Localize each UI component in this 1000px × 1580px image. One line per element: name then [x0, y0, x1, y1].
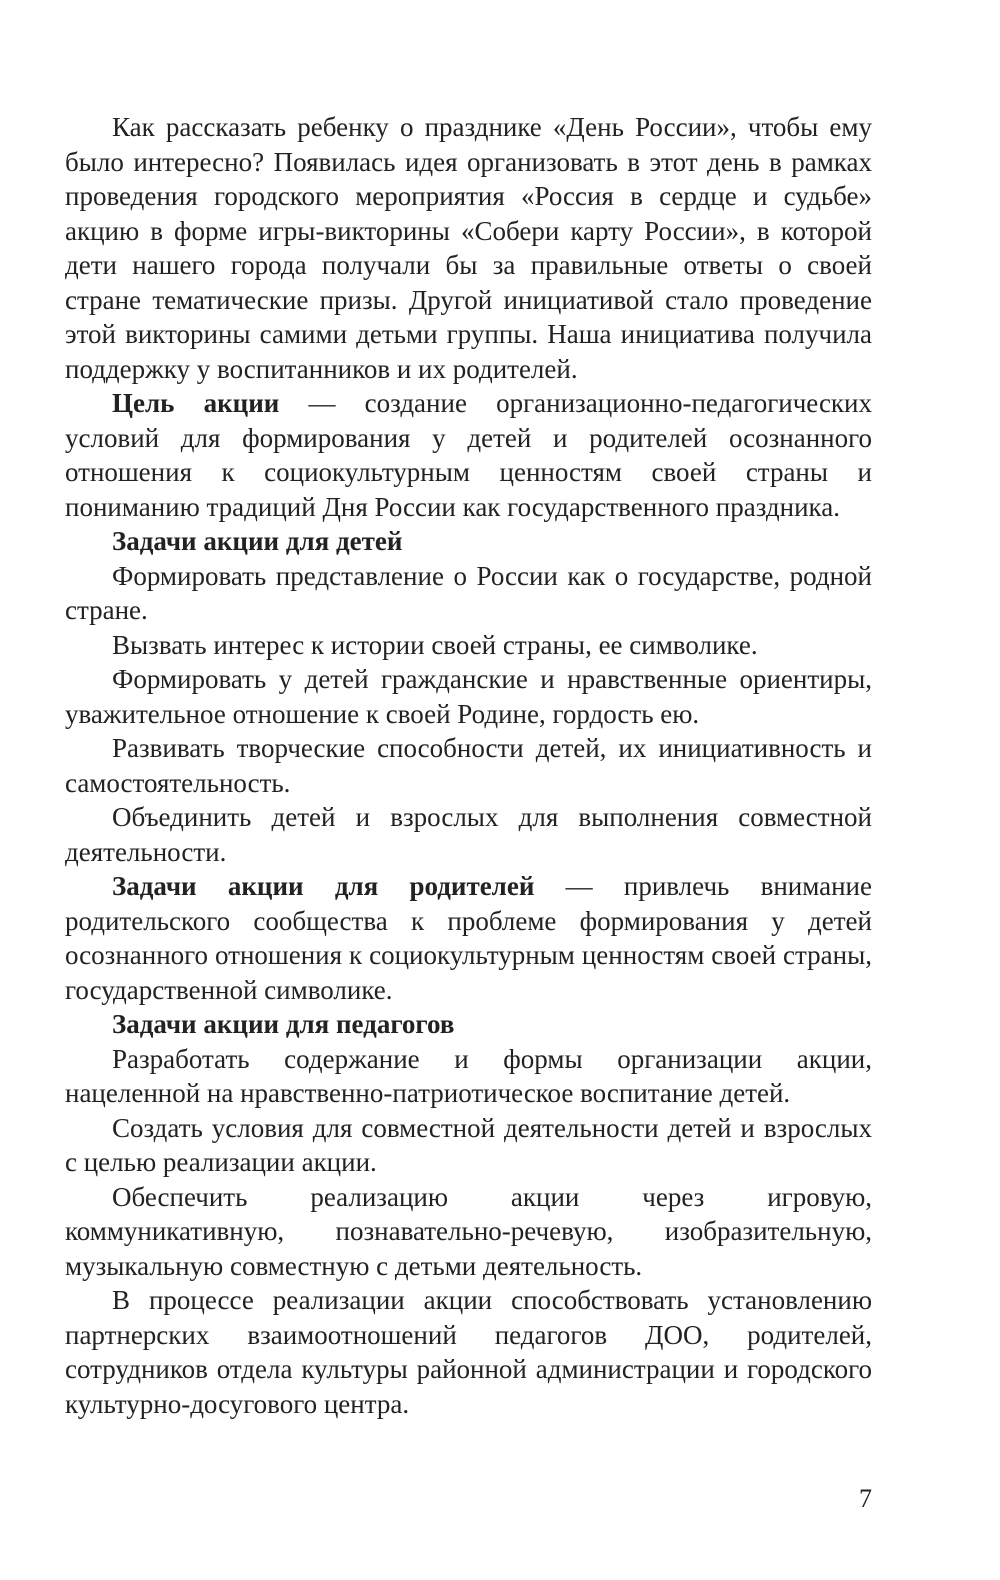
goal-lead: Цель акции — [112, 388, 280, 418]
teachers-task-item: Разработать содержание и формы организации акции, нацеленной на нравственно-патриотическое воспитание детей. — [65, 1043, 872, 1108]
parents-tasks-lead: Задачи акции для родителей — [112, 871, 535, 901]
body-text — [65, 110, 872, 1421]
children-task-item: Вызвать интерес к истории своей страны, ее символике. — [112, 629, 758, 660]
parents-tasks-text: — привлечь внимание родительского сообщества к проблеме формирования у детей осознанного отношения к социокультурным ценностям своей страны, государственной символике. — [65, 871, 872, 1005]
parents-tasks-paragraph — [65, 869, 872, 1007]
children-tasks-heading: Задачи акции для детей — [112, 526, 403, 556]
children-task-item: Объединить детей и взрослых для выполнения совместной деятельности. — [65, 802, 872, 867]
intro-paragraph: Как рассказать ребенку о празднике «День России», чтобы ему было интересно? Появилась идея организовать в этот день в рамках проведения городского мероприятия «Россия в сердце и судьбе» акцию в форме игры-викторины «Собери карту России», в которой дети нашего города получали бы за правильные ответы о своей стране тематические призы. Другой инициативой стало проведение этой викторины самими детьми группы. Наша инициатива получила поддержку у воспитанников и их родителей. — [65, 112, 872, 384]
teachers-task-item: В процессе реализации акции способствовать установлению партнерских взаимоотношений педагогов ДОО, родителей, сотрудников отдела культуры районной администрации и городского культурно-досугового центра. — [65, 1285, 872, 1419]
children-task-item: Развивать творческие способности детей, их инициативность и самостоятельность. — [65, 733, 872, 798]
page-number: 7 — [859, 1484, 872, 1513]
teachers-task-item: Обеспечить реализацию акции через игровую, коммуникативную, познавательно-речевую, изобразительную, музыкальную совместную с детьми деятельность. — [65, 1181, 872, 1281]
children-task-item: Формировать представление о России как о государстве, родной стране. — [65, 560, 872, 625]
teachers-task-item: Создать условия для совместной деятельности детей и взрослых с целью реализации акции. — [65, 1112, 872, 1177]
teachers-tasks-heading: Задачи акции для педагогов — [112, 1009, 455, 1039]
goal-paragraph — [65, 386, 872, 524]
children-task-item: Формировать у детей гражданские и нравственные ориентиры, уважительное отношение к своей Родине, гордость ею. — [65, 664, 872, 729]
goal-text: — создание организационно-педагогических условий для формирования у детей и родителей осознанного отношения к социокультурным ценностям своей страны и пониманию традиций Дня России как государственного праздника. — [65, 388, 872, 522]
